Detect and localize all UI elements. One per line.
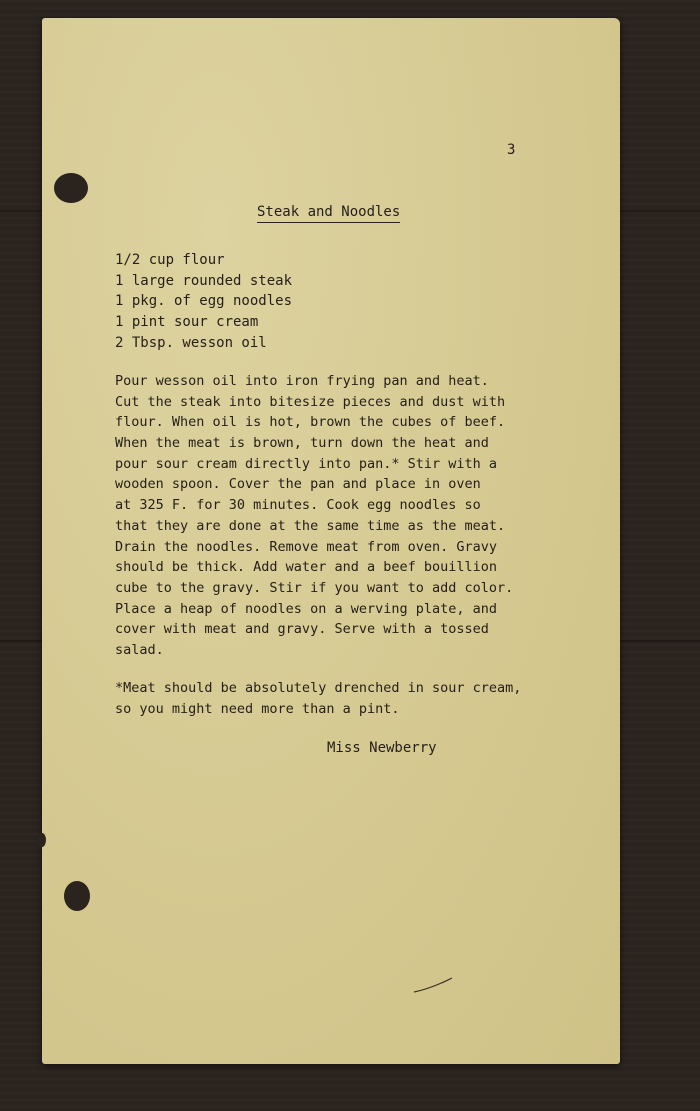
directions-line: pour sour cream directly into pan.* Stir with a — [115, 455, 498, 472]
ingredient-list — [115, 250, 292, 353]
directions-line: Cut the steak into bitesize pieces and dust with — [115, 393, 506, 410]
directions-paragraph — [115, 371, 513, 661]
directions-line: Drain the noodles. Remove meat from oven. Gravy — [115, 538, 498, 555]
recipe-title: Steak and Noodles — [257, 204, 400, 223]
directions-line: When the meat is brown, turn down the heat and — [115, 435, 489, 452]
footnote — [115, 678, 521, 719]
author-signature: Miss Newberry — [327, 740, 437, 756]
edge-notch — [38, 833, 46, 847]
recipe-card — [42, 18, 620, 1064]
ingredient-item: 2 Tbsp. wesson oil — [115, 334, 267, 351]
directions-line: cover with meat and gravy. Serve with a tossed — [115, 621, 489, 638]
page-number: 3 — [507, 142, 516, 158]
ingredient-item: 1 large rounded steak — [115, 272, 293, 289]
punch-hole — [64, 881, 90, 911]
directions-line: Pour wesson oil into iron frying pan and heat. — [115, 373, 489, 389]
pencil-mark — [412, 975, 456, 995]
directions-line: should be thick. Add water and a beef bouillion — [115, 559, 498, 576]
footnote-line: so you might need more than a pint. — [115, 700, 400, 717]
directions-line: flour. When oil is hot, brown the cubes of beef. — [115, 414, 506, 431]
ingredient-item: 1 pint sour cream — [115, 314, 259, 331]
directions-line: at 325 F. for 30 minutes. Cook egg noodles so — [115, 497, 481, 514]
directions-line: salad. — [115, 641, 164, 658]
ingredient-item: 1/2 cup flour — [115, 252, 225, 268]
directions-line: wooden spoon. Cover the pan and place in oven — [115, 476, 481, 493]
footnote-line: *Meat should be absolutely drenched in sour cream, — [115, 680, 522, 696]
directions-line: cube to the gravy. Stir if you want to add color. — [115, 579, 514, 596]
directions-line: that they are done at the same time as the meat. — [115, 517, 506, 534]
punch-hole — [54, 173, 88, 203]
directions-line: Place a heap of noodles on a werving plate, and — [115, 600, 498, 617]
ingredient-item: 1 pkg. of egg noodles — [115, 293, 293, 310]
